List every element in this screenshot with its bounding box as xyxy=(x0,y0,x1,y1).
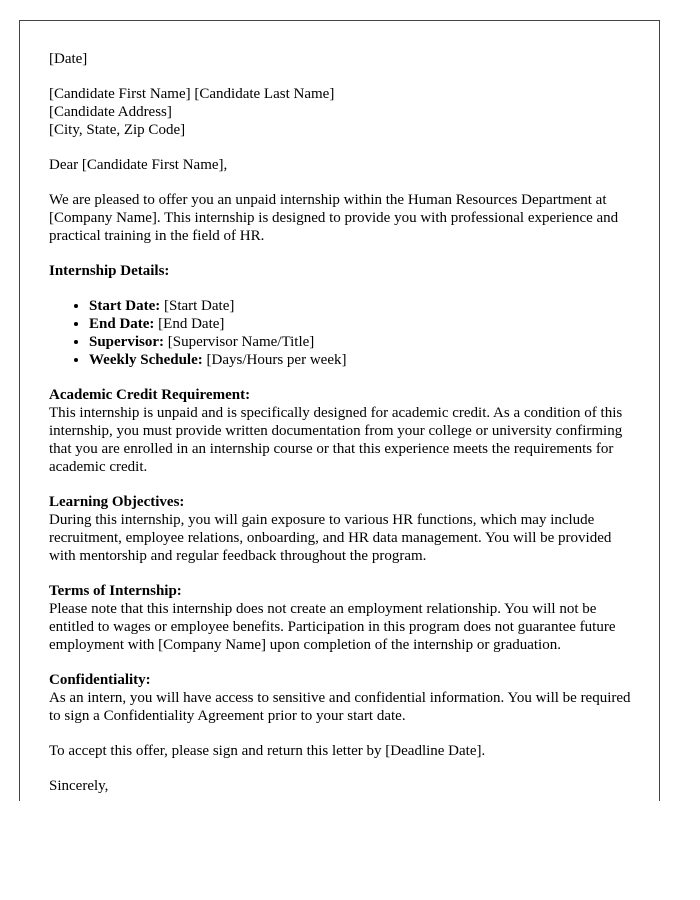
detail-value: [End Date] xyxy=(154,316,225,332)
detail-label: Start Date: xyxy=(89,298,161,314)
recipient-city: [City, State, Zip Code] xyxy=(49,122,186,138)
details-heading: Internship Details: xyxy=(49,263,170,279)
intro-paragraph: We are pleased to offer you an unpaid internship within the Human Resources Department at [Company Name]. This internship is designed to provide you with professional experience and practical training in the field of HR. xyxy=(49,192,619,244)
detail-item xyxy=(89,315,637,333)
section-heading: Terms of Internship: xyxy=(49,583,182,599)
section-heading: Confidentiality: xyxy=(49,672,151,688)
detail-item xyxy=(89,333,637,351)
section-heading: Learning Objectives: xyxy=(49,494,185,510)
salutation: Dear [Candidate First Name], xyxy=(49,157,228,173)
letter-page xyxy=(19,20,660,801)
closing: Sincerely, xyxy=(49,778,109,794)
section-body: During this internship, you will gain exposure to various HR functions, which may include recruitment, employee relations, onboarding, and HR data management. You will be provided with mentorship and regular feedback throughout the program. xyxy=(49,512,612,564)
recipient-name: [Candidate First Name] [Candidate Last Name] xyxy=(49,86,335,102)
date: [Date] xyxy=(49,51,88,67)
detail-item xyxy=(89,297,637,315)
section-body: Please note that this internship does not create an employment relationship. You will not be entitled to wages or employee benefits. Participation in this program does not guarantee future employment with [Company Name] upon completion of the internship or graduation. xyxy=(49,601,616,653)
details-list xyxy=(49,297,637,369)
detail-label: Weekly Schedule: xyxy=(89,352,203,368)
detail-value: [Supervisor Name/Title] xyxy=(164,334,315,350)
section-body: This internship is unpaid and is specifically designed for academic credit. As a condition of this internship, you must provide written documentation from your college or university confirming that you are enrolled in an internship course or that this experience meets the requirements for academic credit. xyxy=(49,405,623,475)
closing-instruction: To accept this offer, please sign and return this letter by [Deadline Date]. xyxy=(49,743,486,759)
recipient-address: [Candidate Address] xyxy=(49,104,172,120)
detail-item xyxy=(89,351,637,369)
detail-label: Supervisor: xyxy=(89,334,164,350)
letter-content xyxy=(49,50,637,801)
section-body: As an intern, you will have access to sensitive and confidential information. You will be required to sign a Confidentiality Agreement prior to your start date. xyxy=(49,690,631,724)
detail-value: [Days/Hours per week] xyxy=(202,352,347,368)
detail-value: [Start Date] xyxy=(160,298,235,314)
section-heading: Academic Credit Requirement: xyxy=(49,387,251,403)
detail-label: End Date: xyxy=(89,316,155,332)
recipient-block xyxy=(49,85,637,139)
